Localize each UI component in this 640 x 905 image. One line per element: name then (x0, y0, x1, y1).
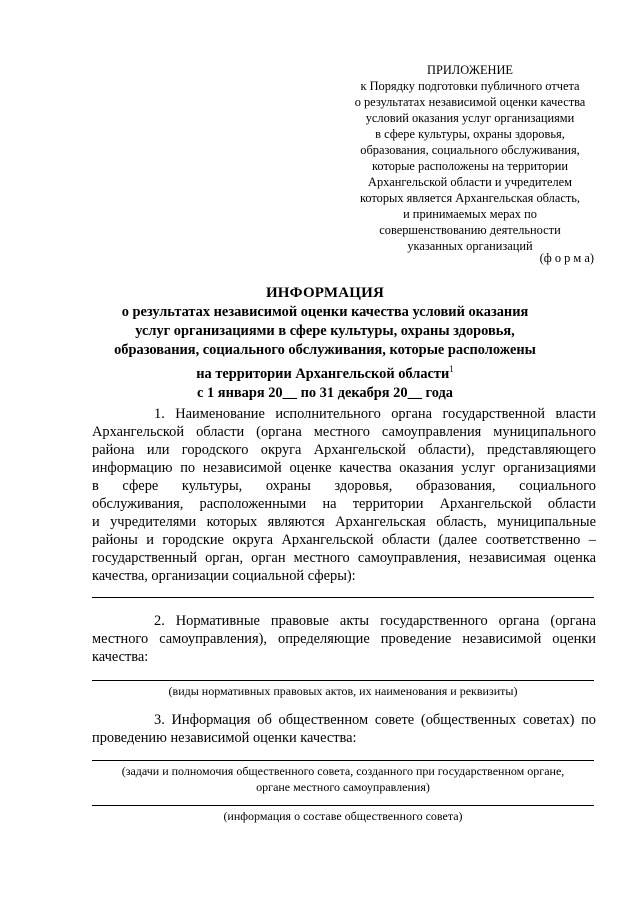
caption-text: органе местного самоуправления) (256, 780, 430, 794)
section-1-line: в сфере культуры, охраны здоровья, образования, социального (92, 478, 596, 494)
section-1-line: и учредителями которых являются Архангельская область, муниципальные (92, 514, 596, 530)
appendix-line: Архангельской области и учредителем (368, 175, 572, 189)
title-line: услуг организациями в сфере культуры, охраны здоровья, (135, 323, 515, 339)
section-1-line: района или городского округа Архангельской области), представляющего (92, 442, 596, 458)
appendix-line: в сфере культуры, охраны здоровья, (375, 127, 565, 141)
section-1-line: государственный орган, орган местного самоуправления, независимая оценка (92, 550, 596, 566)
title-line: образования, социального обслуживания, которые расположены (114, 342, 536, 358)
caption-text: (виды нормативных правовых актов, их наименования и реквизиты) (168, 684, 518, 698)
section-1-line: качества, организации социальной сферы): (92, 568, 356, 584)
fill-in-line-1 (92, 597, 594, 598)
section-2-line: местного самоуправления), определяющие проведение независимой оценки (92, 631, 596, 647)
appendix-line: о результатах независимой оценки качества (354, 95, 586, 109)
caption-text: (задачи и полномочия общественного совета, созданного при государственном органе, (121, 764, 565, 778)
appendix-line: ПРИЛОЖЕНИЕ (427, 63, 513, 77)
section-3-line: проведению независимой оценки качества: (92, 730, 357, 746)
section-3-text (92, 711, 596, 747)
title-main: ИНФОРМАЦИЯ (265, 285, 385, 301)
appendix-line: совершенствованию деятельности (379, 223, 561, 237)
appendix-line: образования, социального обслуживания, (360, 143, 580, 157)
section-2-line: 2. Нормативные правовые акты государственного органа (органа (154, 613, 596, 629)
fill-in-line-4 (92, 805, 594, 806)
section-1-line: районы и городские округа Архангельской области (далее соответственно – (92, 532, 596, 548)
appendix-line: которые расположены на территории (372, 159, 568, 173)
appendix-line: к Порядку подготовки публичного отчета (360, 79, 580, 93)
document-title (60, 284, 590, 403)
title-line: на территории Архангельской области (196, 366, 450, 382)
section-3-caption-1 (92, 763, 594, 795)
appendix-line: условий оказания услуг организациями (365, 111, 575, 125)
section-1-line: Архангельской области (органа местного самоуправления муниципального (92, 424, 596, 440)
appendix-line: указанных организаций (407, 239, 533, 253)
section-1-line: 1. Наименование исполнительного органа государственной власти (154, 406, 596, 422)
appendix-line: и принимаемых мерах по (403, 207, 537, 221)
appendix-header (330, 62, 610, 254)
section-2-line: качества: (92, 649, 149, 665)
form-mark: (ф о р м а) (539, 251, 594, 265)
fill-in-line-3 (92, 760, 594, 761)
title-line-with-footnote (60, 360, 590, 384)
title-line: о результатах независимой оценки качества условий оказания (121, 304, 529, 320)
section-2-caption (92, 683, 594, 699)
caption-text: (информация о составе общественного совета) (223, 809, 463, 823)
section-1-line: информацию по независимой оценке качества оказания услуг организациями (92, 460, 596, 476)
section-2-text (92, 612, 596, 666)
footnote-mark: 1 (449, 364, 454, 374)
section-1-line: обслуживания, расположенными на территории Архангельской области (92, 496, 596, 512)
fill-in-line-2 (92, 680, 594, 681)
section-1-text (92, 405, 596, 585)
section-3-caption-2 (92, 808, 594, 824)
section-3-line: 3. Информация об общественном совете (общественных советах) по (154, 712, 596, 728)
appendix-line: которых является Архангельская область, (359, 191, 581, 205)
title-period: с 1 января 20__ по 31 декабря 20__ года (197, 385, 453, 401)
